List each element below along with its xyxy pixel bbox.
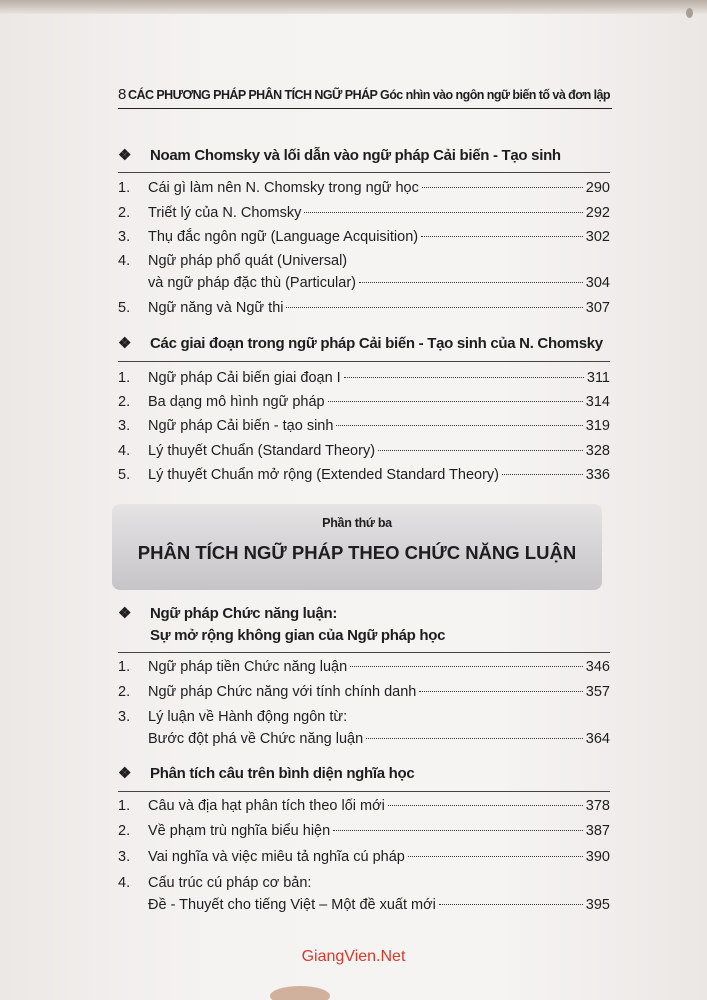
- entry-number: 1.: [118, 798, 131, 814]
- entry-page: 390: [585, 849, 610, 865]
- dot-leader: [502, 474, 583, 475]
- toc-entry[interactable]: [118, 706, 610, 747]
- section-title: Phân tích câu trên bình diện nghĩa học: [150, 765, 415, 782]
- dot-leader: [422, 187, 583, 188]
- dot-leader: [333, 830, 583, 831]
- entry-number: 4.: [118, 443, 131, 459]
- toc-entry[interactable]: [118, 820, 610, 842]
- diamond-bullet-icon: ❖: [118, 765, 132, 782]
- toc-entry[interactable]: [118, 226, 610, 248]
- toc-entry[interactable]: [118, 681, 610, 703]
- toc-entry[interactable]: [118, 391, 610, 413]
- photo-artifact: [270, 986, 330, 1000]
- toc-entry[interactable]: [118, 250, 610, 291]
- dot-leader: [366, 738, 583, 739]
- diamond-bullet-icon: ❖: [118, 335, 132, 352]
- entry-label: Cái gì làm nên N. Chomsky trong ngữ học: [148, 180, 419, 196]
- entry-label: Ngữ pháp tiền Chức năng luận: [148, 659, 348, 675]
- entry-page: 387: [585, 823, 610, 839]
- section-title: Ngữ pháp Chức năng luận:: [150, 605, 338, 622]
- entry-label: Ba dạng mô hình ngữ pháp: [148, 394, 325, 410]
- entry-page: 292: [585, 205, 610, 221]
- entry-number: 3.: [118, 229, 131, 245]
- entry-label: Đề - Thuyết cho tiếng Việt – Một đề xuất mới: [148, 897, 436, 913]
- page-number: 8: [118, 86, 127, 103]
- dot-leader: [378, 450, 583, 451]
- entry-number: 2.: [118, 205, 131, 221]
- section-title: Các giai đoạn trong ngữ pháp Cải biến - Tạo sinh của N. Chomsky: [150, 335, 603, 352]
- dot-leader: [421, 236, 583, 237]
- entry-number: 1.: [118, 659, 131, 675]
- entry-page: 290: [585, 180, 610, 196]
- toc-entry[interactable]: [118, 415, 610, 437]
- entry-number: 3.: [118, 418, 131, 434]
- dot-leader: [336, 425, 582, 426]
- entry-number: 5.: [118, 300, 131, 316]
- dot-leader: [408, 856, 583, 857]
- part-label: Phần thứ ba: [322, 516, 392, 530]
- entry-label-line1: Cấu trúc cú pháp cơ bản:: [148, 875, 312, 891]
- section-title-line2: Sự mở rộng không gian của Ngữ pháp học: [150, 627, 446, 644]
- entry-page: 307: [585, 300, 610, 316]
- dot-leader: [328, 401, 583, 402]
- entry-page: 357: [585, 684, 610, 700]
- running-title: CÁC PHƯƠNG PHÁP PHÂN TÍCH NGỮ PHÁP Góc nhìn vào ngôn ngữ biến tố và đơn lập: [128, 88, 610, 102]
- section-rule: [118, 791, 610, 792]
- entry-number: 3.: [118, 849, 131, 865]
- entry-number: 3.: [118, 709, 131, 725]
- entry-page: 395: [585, 897, 610, 913]
- entry-label-line1: Ngữ pháp phổ quát (Universal): [148, 253, 348, 269]
- entry-label: Câu và địa hạt phân tích theo lối mới: [148, 798, 385, 814]
- toc-entry[interactable]: [118, 440, 610, 462]
- entry-label: Về phạm trù nghĩa biểu hiện: [148, 823, 331, 839]
- toc-entry[interactable]: [118, 202, 610, 224]
- dot-leader: [286, 307, 582, 308]
- entry-number: 2.: [118, 684, 131, 700]
- entry-label: Triết lý của N. Chomsky: [148, 205, 302, 221]
- toc-entry[interactable]: [118, 846, 610, 868]
- entry-label: và ngữ pháp đặc thù (Particular): [148, 275, 356, 291]
- dot-leader: [419, 691, 582, 692]
- part-title: PHÂN TÍCH NGỮ PHÁP THEO CHỨC NĂNG LUẬN: [137, 542, 577, 563]
- entry-label: Ngữ pháp Cải biến - tạo sinh: [148, 418, 334, 434]
- section-rule: [118, 361, 610, 362]
- watermark: GiangVien.Net: [301, 948, 406, 965]
- entry-label: Lý thuyết Chuẩn (Standard Theory): [148, 443, 376, 459]
- corner-mark: [686, 8, 693, 18]
- diamond-bullet-icon: ❖: [118, 147, 132, 164]
- entry-page: 314: [585, 394, 610, 410]
- toc-entry[interactable]: [118, 795, 610, 817]
- section-heading-functional: [118, 603, 618, 647]
- page-top-edge: [0, 0, 707, 14]
- dot-leader: [439, 904, 583, 905]
- entry-page: 304: [585, 275, 610, 291]
- entry-label: Ngữ pháp Cải biến giai đoạn I: [148, 370, 341, 386]
- entry-number: 2.: [118, 394, 131, 410]
- toc-entry[interactable]: [118, 872, 610, 913]
- dot-leader: [304, 212, 582, 213]
- dot-leader: [359, 282, 583, 283]
- dot-leader: [344, 377, 584, 378]
- toc-entry[interactable]: [118, 464, 610, 486]
- dot-leader: [350, 666, 583, 667]
- part-banner: [112, 504, 602, 590]
- entry-label: Lý thuyết Chuẩn mở rộng (Extended Standard Theory): [148, 467, 499, 483]
- section-rule: [118, 652, 610, 653]
- section-rule: [118, 172, 610, 173]
- entry-label: Ngữ pháp Chức năng với tính chính danh: [148, 684, 417, 700]
- entry-page: 378: [585, 798, 610, 814]
- diamond-bullet-icon: ❖: [118, 605, 132, 622]
- entry-label-line1: Lý luận về Hành động ngôn từ:: [148, 709, 348, 725]
- toc-entry[interactable]: [118, 367, 610, 389]
- entry-number: 1.: [118, 180, 131, 196]
- toc-entry[interactable]: [118, 177, 610, 199]
- entry-number: 2.: [118, 823, 131, 839]
- toc-entry[interactable]: [118, 297, 610, 319]
- entry-number: 4.: [118, 875, 131, 891]
- entry-number: 4.: [118, 253, 131, 269]
- entry-page: 364: [585, 731, 610, 747]
- running-header: [118, 84, 612, 109]
- entry-label: Bước đột phá về Chức năng luận: [148, 731, 364, 747]
- entry-page: 346: [585, 659, 610, 675]
- entry-number: 5.: [118, 467, 131, 483]
- entry-page: 311: [586, 370, 610, 386]
- entry-page: 319: [585, 418, 610, 434]
- entry-page: 336: [585, 467, 610, 483]
- entry-label: Ngữ năng và Ngữ thi: [148, 300, 284, 316]
- entry-page: 328: [585, 443, 610, 459]
- dot-leader: [388, 805, 583, 806]
- entry-page: 302: [585, 229, 610, 245]
- toc-entry[interactable]: [118, 656, 610, 678]
- section-title: Noam Chomsky và lối dẫn vào ngữ pháp Cải biến - Tạo sinh: [150, 147, 561, 164]
- entry-label: Vai nghĩa và việc miêu tả nghĩa cú pháp: [148, 849, 405, 865]
- entry-label: Thụ đắc ngôn ngữ (Language Acquisition): [148, 229, 419, 245]
- entry-number: 1.: [118, 370, 131, 386]
